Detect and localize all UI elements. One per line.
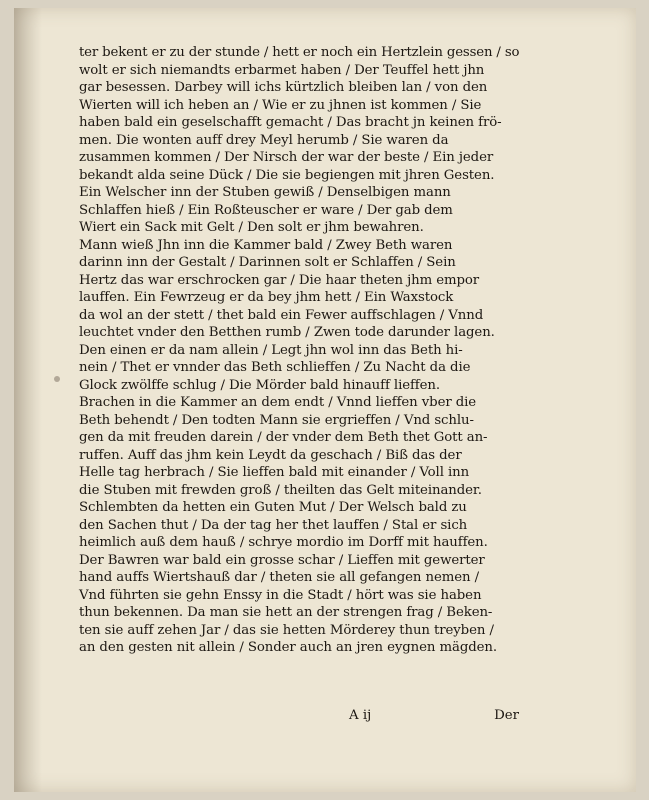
- signature-mark: A ij: [349, 708, 372, 723]
- catchword: Der: [494, 708, 519, 723]
- text-line: Mann wieß Jhn inn die Kammer bald / Zwey Beth waren: [79, 237, 453, 253]
- text-line: wolt er sich niemandts erbarmet haben / Der Teuffel hett jhn: [79, 62, 485, 78]
- text-line: Den einen er da nam allein / Legt jhn wol inn das Beth hi-: [79, 342, 463, 358]
- text-line: ten sie auff zehen Jar / das sie hetten Mörderey thun treyben /: [79, 622, 494, 638]
- text-block: [79, 44, 519, 657]
- text-line: ter bekent er zu der stunde / hett er noch ein Hertzlein gessen / so: [79, 45, 520, 60]
- text-line: haben bald ein geselschafft gemacht / Das bracht jn keinen frö-: [79, 115, 502, 130]
- text-line: Helle tag herbrach / Sie lieffen bald mit einander / Voll inn: [79, 465, 470, 480]
- text-line: zusammen kommen / Der Nirsch der war der beste / Ein jeder: [79, 150, 494, 165]
- text-line: ruffen. Auff das jhm kein Leydt da geschach / Biß das der: [79, 447, 462, 463]
- text-line: Vnd führten sie gehn Enssy in die Stadt / hört was sie haben: [79, 587, 482, 603]
- text-line: lauffen. Ein Fewrzeug er da bey jhm hett / Ein Waxstock: [79, 290, 454, 305]
- text-line: thun bekennen. Da man sie hett an der strengen frag / Beken-: [79, 605, 493, 620]
- book-page: [14, 8, 636, 792]
- text-line: an den gesten nit allein / Sonder auch an jren eygnen mägden.: [79, 640, 497, 655]
- text-line: bekandt alda seine Dück / Die sie begiengen mit jhren Gesten.: [79, 167, 495, 183]
- text-line: hand auffs Wiertshauß dar / theten sie all gefangen nemen /: [79, 570, 480, 585]
- text-line: Wierten will ich heben an / Wie er zu jhnen ist kommen / Sie: [79, 97, 482, 113]
- text-line: gen da mit freuden darein / der vnder dem Beth thet Gott an-: [79, 430, 488, 445]
- page-footer: [79, 708, 519, 728]
- text-line: Beth behendt / Den todten Mann sie ergrieffen / Vnd schlu-: [79, 412, 474, 428]
- text-line: heimlich auß dem hauß / schrye mordio im Dorff mit hauffen.: [79, 535, 488, 550]
- text-line: Der Bawren war bald ein grosse schar / Lieffen mit gewerter: [79, 552, 485, 568]
- text-line: Glock zwölffe schlug / Die Mörder bald hinauff lieffen.: [79, 377, 440, 393]
- text-line: Ein Welscher inn der Stuben gewiß / Denselbigen mann: [79, 185, 451, 200]
- margin-ink-spot: [54, 376, 60, 382]
- text-line: gar besessen. Darbey will ichs kürtzlich bleiben lan / von den: [79, 80, 488, 95]
- text-line: Schlembten da hetten ein Guten Mut / Der Welsch bald zu: [79, 500, 467, 515]
- text-line: da wol an der stett / thet bald ein Fewer auffschlagen / Vnnd: [79, 307, 484, 323]
- text-line: die Stuben mit frewden groß / theilten das Gelt miteinander.: [79, 482, 482, 498]
- text-line: darinn inn der Gestalt / Darinnen solt er Schlaffen / Sein: [79, 255, 456, 270]
- gutter-shadow: [14, 8, 42, 792]
- text-line: Schlaffen hieß / Ein Roßteuscher er ware / Der gab dem: [79, 202, 453, 218]
- text-line: nein / Thet er vnnder das Beth schlieffen / Zu Nacht da die: [79, 360, 471, 375]
- text-line: den Sachen thut / Da der tag her thet lauffen / Stal er sich: [79, 517, 468, 533]
- text-line: Wiert ein Sack mit Gelt / Den solt er jhm bewahren.: [79, 220, 424, 235]
- text-line: Hertz das war erschrocken gar / Die haar theten jhm empor: [79, 272, 480, 288]
- text-line: men. Die wonten auff drey Meyl herumb / Sie waren da: [79, 132, 449, 148]
- text-line: Brachen in die Kammer an dem endt / Vnnd lieffen vber die: [79, 395, 477, 410]
- text-line: leuchtet vnder den Betthen rumb / Zwen tode darunder lagen.: [79, 325, 495, 340]
